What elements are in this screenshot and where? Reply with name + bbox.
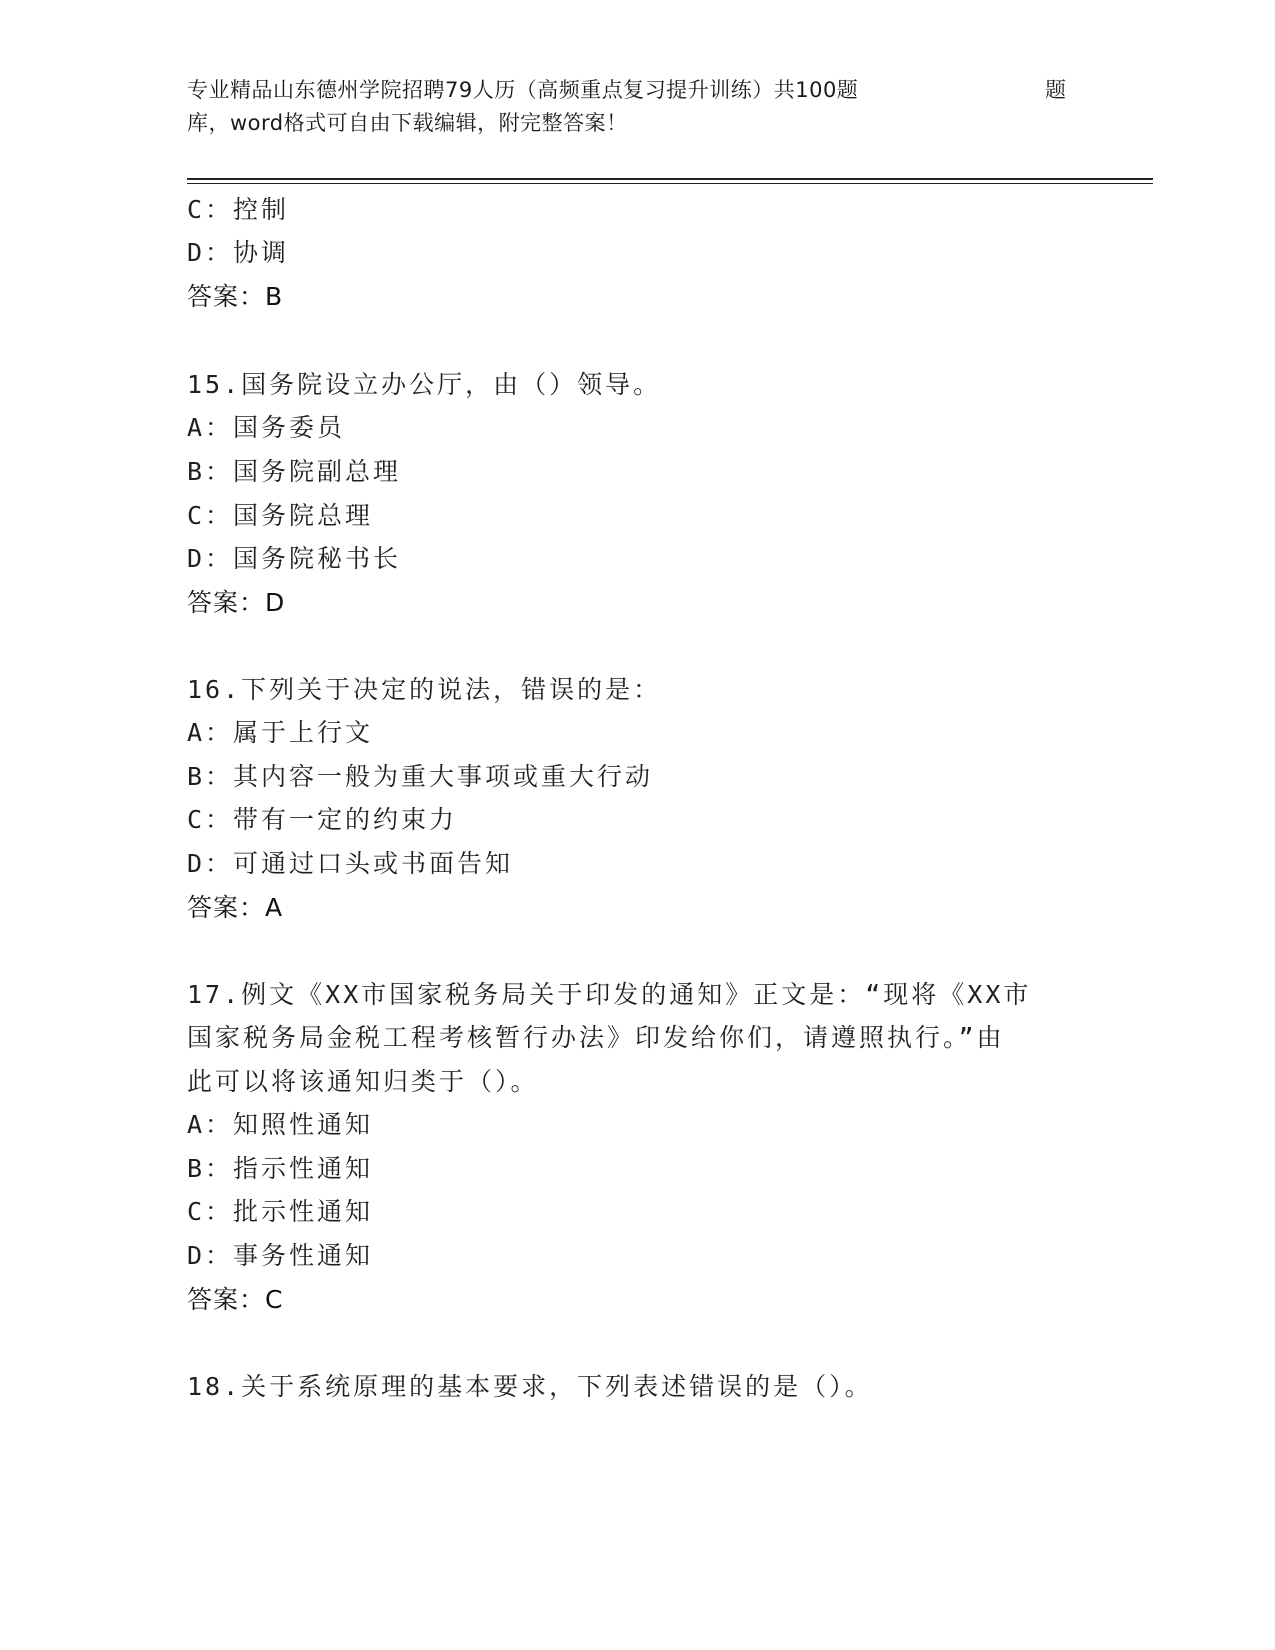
q16-option-a: A：属于上行文 <box>187 718 374 747</box>
q17-option-b: B：指示性通知 <box>187 1154 374 1183</box>
header-title-line-1 <box>187 74 1067 107</box>
q16-option-d: D：可通过口头或书面告知 <box>187 849 514 878</box>
q15-option-a: A：国务委员 <box>187 413 346 442</box>
q17-answer: 答案：C <box>187 1285 284 1314</box>
header-title-line-2: 库，word格式可自由下载编辑，附完整答案！ <box>187 111 628 135</box>
q17-option-d: D：事务性通知 <box>187 1241 374 1270</box>
q17-question-line-2: 国家税务局金税工程考核暂行办法》印发给你们，请遵照执行。”由 <box>187 1023 1005 1052</box>
q15-question: 15.国务院设立办公厅，由（）领导。 <box>187 370 662 399</box>
q15-option-d: D：国务院秘书长 <box>187 544 402 573</box>
q17-question-line-3: 此可以将该通知归类于（）。 <box>187 1067 539 1096</box>
q17-option-c: C：批示性通知 <box>187 1197 374 1226</box>
q16-option-b: B：其内容一般为重大事项或重大行动 <box>187 762 654 791</box>
header-divider-thin <box>187 183 1153 184</box>
q16-answer: 答案：A <box>187 893 284 922</box>
prev-option-c: C：控制 <box>187 195 290 224</box>
prev-option-d: D：协调 <box>187 238 290 267</box>
q16-option-c: C：带有一定的约束力 <box>187 805 458 834</box>
page-header <box>187 74 1067 140</box>
q17-question-line-1: 17.例文《XX市国家税务局关于印发的通知》正文是：“现将《XX市 <box>187 980 1032 1009</box>
header-title-text: 专业精品山东德州学院招聘79人历（高频重点复习提升训练）共100题 <box>187 78 859 102</box>
q15-answer: 答案：D <box>187 588 286 617</box>
q15-option-b: B：国务院副总理 <box>187 457 402 486</box>
q17-option-a: A：知照性通知 <box>187 1110 374 1139</box>
prev-answer: 答案：B <box>187 282 284 311</box>
q18-question: 18.关于系统原理的基本要求，下列表述错误的是（）。 <box>187 1372 873 1401</box>
header-divider-thick <box>187 178 1153 180</box>
q16-question: 16.下列关于决定的说法，错误的是： <box>187 675 662 704</box>
header-title-tail: 题 <box>1045 78 1067 102</box>
q15-option-c: C：国务院总理 <box>187 501 374 530</box>
